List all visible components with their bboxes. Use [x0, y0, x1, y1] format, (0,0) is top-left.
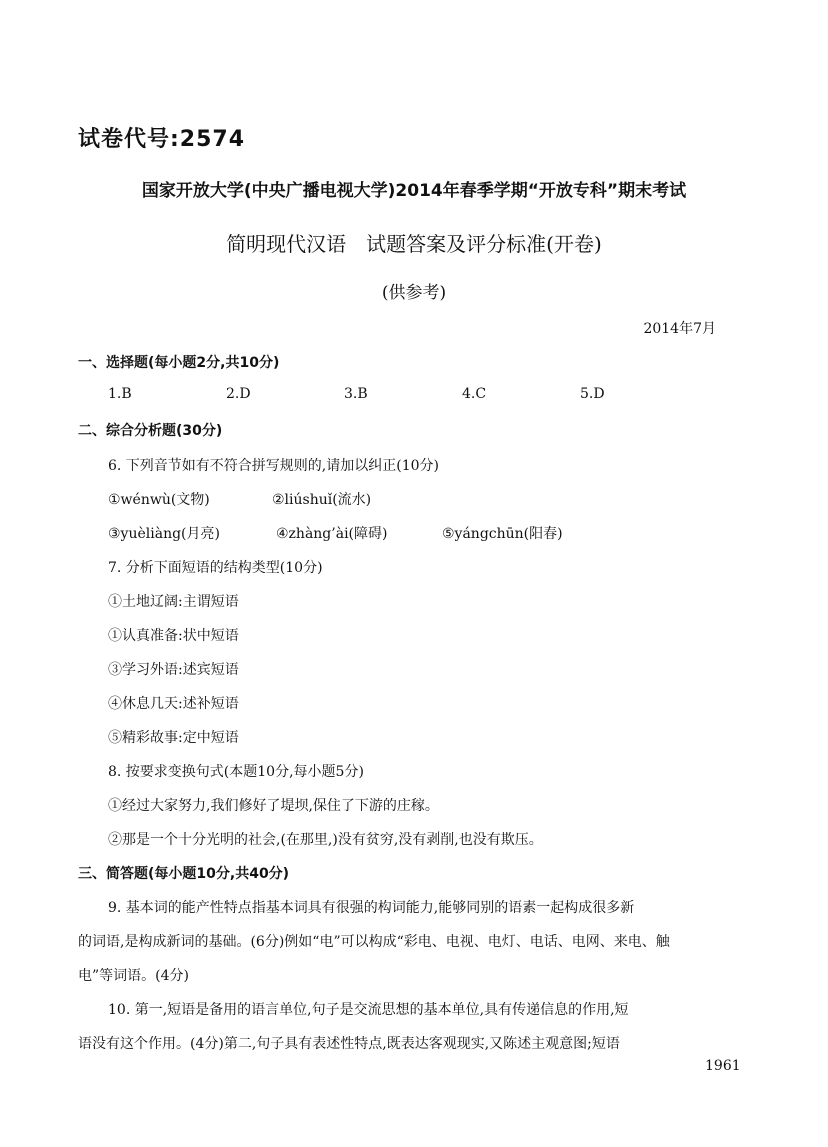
answer-3: 3.B: [344, 386, 368, 402]
q7-item: ①认真准备:状中短语: [108, 628, 239, 644]
q6-item: ④zhàng’ài(障碍): [276, 526, 388, 542]
q10-text: 语没有这个作用。(4分)第二,句子具有表述性特点,既表达客观现实,又陈述主观意图;短语: [78, 1036, 620, 1052]
q6-item: ②liúshuǐ(流水): [272, 492, 372, 508]
section3-heading: 三、简答题(每小题10分,共40分): [78, 866, 290, 882]
q9-text: 的词语,是构成新词的基础。(6分)例如“电”可以构成“彩电、电视、电灯、电话、电网、来电、触: [78, 934, 670, 950]
exam-title: 国家开放大学(中央广播电视大学)2014年春季学期“开放专科”期末考试: [141, 181, 687, 201]
section2-heading: 二、综合分析题(30分): [78, 423, 223, 439]
q6-item: ⑤yángchūn(阳春): [442, 526, 563, 542]
q6-item: ①wénwù(文物): [108, 492, 210, 508]
page-number: 1961: [705, 1058, 741, 1074]
q7-item: ③学习外语:述宾短语: [108, 662, 239, 678]
q7-prompt: 7. 分析下面短语的结构类型(10分): [108, 560, 323, 576]
answer-2: 2.D: [226, 386, 251, 402]
exam-date: 2014年7月: [643, 321, 716, 337]
section1-heading: 一、选择题(每小题2分,共10分): [78, 355, 280, 371]
q9-text: 电”等词语。(4分): [78, 968, 189, 984]
paper-code: 试卷代号:2574: [78, 127, 246, 152]
answer-1: 1.B: [108, 386, 132, 402]
answer-4: 4.C: [462, 386, 487, 402]
reference-note: (供参考): [381, 283, 447, 303]
q7-item: ①土地辽阔:主谓短语: [108, 594, 239, 610]
q8-prompt: 8. 按要求变换句式(本题10分,每小题5分): [108, 764, 364, 780]
q6-prompt: 6. 下列音节如有不符合拼写规则的,请加以纠正(10分): [108, 458, 439, 474]
q7-item: ⑤精彩故事:定中短语: [108, 730, 239, 746]
q8-item: ②那是一个十分光明的社会,(在那里,)没有贫穷,没有剥削,也没有欺压。: [108, 832, 543, 848]
q6-item: ③yuèliàng(月亮): [108, 526, 220, 542]
q7-item: ④休息几天:述补短语: [108, 696, 239, 712]
q9-text: 9. 基本词的能产性特点指基本词具有很强的构词能力,能够同别的语素一起构成很多新: [108, 900, 635, 916]
q10-text: 10. 第一,短语是备用的语言单位,句子是交流思想的基本单位,具有传递信息的作用,短: [108, 1002, 629, 1018]
answer-5: 5.D: [580, 386, 605, 402]
course-title: 简明现代汉语 试题答案及评分标准(开卷): [226, 232, 602, 256]
q8-item: ①经过大家努力,我们修好了堤坝,保住了下游的庄稼。: [108, 798, 439, 814]
